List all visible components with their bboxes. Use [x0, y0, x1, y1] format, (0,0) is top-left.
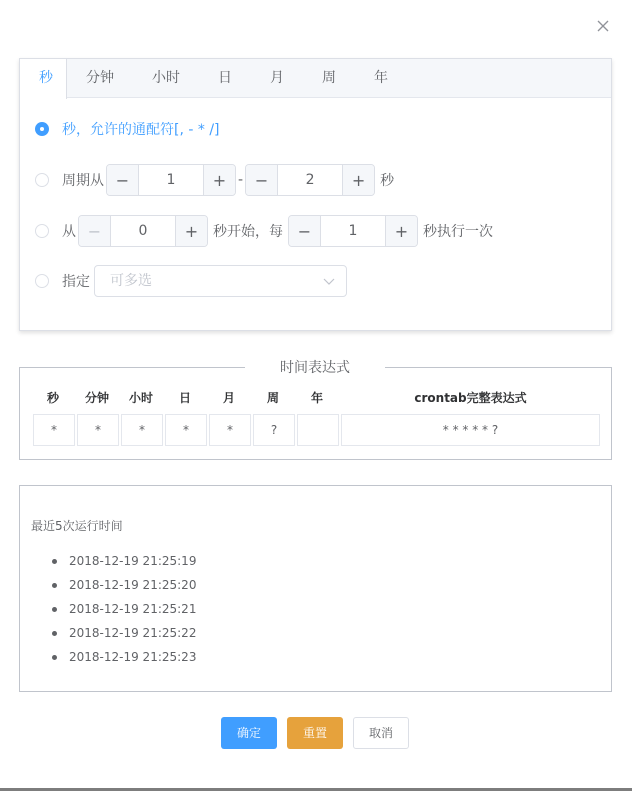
list-item: 2018-12-19 21:25:19 [52, 551, 196, 575]
expr-value-hour: * [121, 414, 163, 446]
cycle-from-input[interactable]: 1 [166, 172, 176, 188]
expr-value-day: * [165, 414, 207, 446]
loop-start-stepper [78, 215, 208, 247]
minus-icon: − [297, 221, 312, 241]
tabs-header [20, 59, 611, 98]
specify-placeholder: 可多选 [110, 273, 152, 289]
expr-value-second: * [33, 414, 75, 446]
expr-header-month: 月 [222, 391, 235, 405]
option-specify-label: 指定 [62, 274, 90, 290]
option-cycle-row [35, 164, 394, 196]
cycle-to-increment-button[interactable] [342, 165, 374, 195]
loop-step-stepper [288, 215, 418, 247]
tab-second[interactable]: 秒 [20, 59, 67, 99]
recent-runs-box [19, 485, 612, 692]
reset-button[interactable]: 重置 [287, 717, 343, 749]
radio-cycle[interactable] [35, 173, 49, 187]
option-loop-row [35, 215, 493, 247]
minus-icon: − [87, 221, 102, 241]
tab-year[interactable]: 年 [374, 70, 388, 86]
expression-legend: 时间表达式 [245, 358, 385, 378]
plus-icon: + [212, 170, 227, 190]
list-item: 2018-12-19 21:25:20 [52, 575, 196, 599]
cycle-from-stepper [106, 164, 236, 196]
cycle-dash: - [238, 172, 244, 188]
recent-runs-title: 最近5次运行时间 [31, 519, 123, 533]
plus-icon: + [184, 221, 199, 241]
minus-icon: − [254, 170, 269, 190]
tab-week[interactable]: 周 [322, 70, 336, 86]
plus-icon: + [351, 170, 366, 190]
option-every-label: 秒，允许的通配符[, - * /] [62, 122, 220, 138]
option-cycle-prefix: 周期从 [62, 173, 104, 189]
minus-icon: − [115, 170, 130, 190]
close-icon[interactable] [595, 18, 611, 34]
chevron-down-icon [323, 276, 335, 286]
cycle-from-increment-button[interactable] [203, 165, 235, 195]
expr-header-week: 周 [266, 391, 279, 405]
expr-header-second: 秒 [46, 391, 59, 405]
cancel-button[interactable]: 取消 [353, 717, 409, 749]
expr-value-crontab: * * * * * ? [341, 414, 600, 446]
loop-start-increment-button[interactable] [175, 216, 207, 246]
expr-header-day: 日 [178, 391, 191, 405]
option-loop-suffix: 秒执行一次 [423, 224, 493, 240]
expr-value-week: ? [253, 414, 295, 446]
loop-step-increment-button[interactable] [385, 216, 417, 246]
cycle-to-input[interactable]: 2 [305, 172, 315, 188]
loop-start-input[interactable]: 0 [138, 223, 148, 239]
confirm-button[interactable]: 确定 [221, 717, 277, 749]
tab-month[interactable]: 月 [270, 70, 284, 86]
list-item: 2018-12-19 21:25:21 [52, 599, 196, 623]
specify-multiselect[interactable] [94, 265, 347, 297]
cron-tabs-card [19, 58, 612, 331]
option-every-row[interactable] [35, 113, 220, 145]
list-item: 2018-12-19 21:25:23 [52, 647, 196, 671]
expr-header-crontab: crontab完整表达式 [414, 391, 527, 405]
cycle-to-stepper [245, 164, 375, 196]
list-item: 2018-12-19 21:25:22 [52, 623, 196, 647]
cycle-from-decrement-button[interactable] [107, 165, 139, 195]
plus-icon: + [394, 221, 409, 241]
expr-header-hour: 小时 [128, 391, 153, 405]
option-cycle-suffix: 秒 [380, 173, 395, 189]
option-loop-middle: 秒开始，每 [213, 224, 283, 240]
radio-specify[interactable] [35, 274, 49, 288]
expr-header-minute: 分钟 [84, 391, 109, 405]
recent-runs-list [52, 551, 196, 671]
loop-step-decrement-button[interactable] [289, 216, 321, 246]
expr-value-month: * [209, 414, 251, 446]
expr-value-minute: * [77, 414, 119, 446]
cycle-to-decrement-button[interactable] [246, 165, 278, 195]
radio-loop[interactable] [35, 224, 49, 238]
loop-start-decrement-button[interactable] [79, 216, 111, 246]
option-loop-prefix: 从 [62, 224, 76, 240]
tab-day[interactable]: 日 [218, 70, 232, 86]
expr-header-year: 年 [310, 391, 323, 405]
radio-every[interactable] [35, 122, 49, 136]
loop-step-input[interactable]: 1 [348, 223, 358, 239]
option-specify-row [35, 265, 347, 297]
tab-minute[interactable]: 分钟 [86, 70, 114, 86]
expr-value-year [297, 414, 339, 446]
tab-hour[interactable]: 小时 [152, 70, 180, 86]
